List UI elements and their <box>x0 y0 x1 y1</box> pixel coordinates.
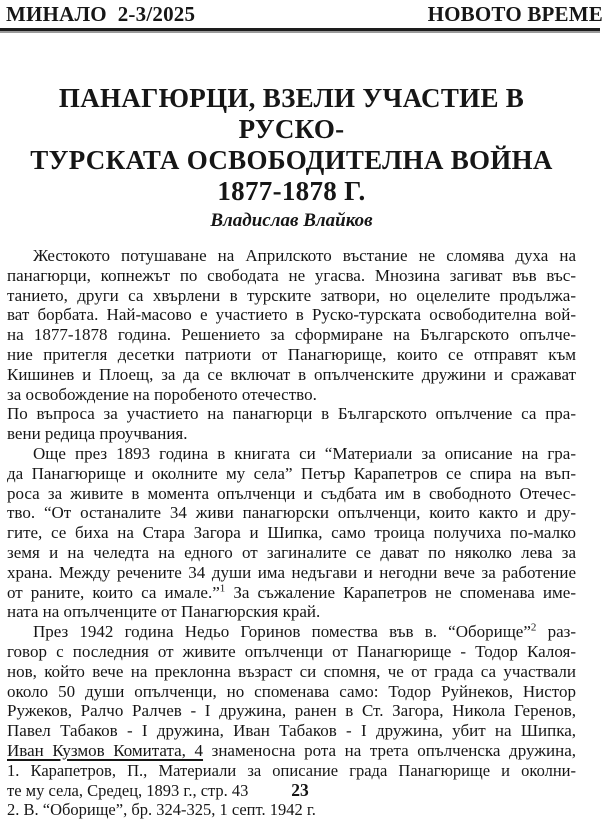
text-line: земя и на челедта на едного от загиналите се дават по няколко лева за <box>7 542 576 562</box>
text-line: ние притегля десетки патриоти от Панагюрище, които се отправят към <box>7 344 576 364</box>
text-line: 1. Карапетров, П., Материали за описание града Панагюрище и околни- <box>7 760 576 780</box>
text-line: да Панагюрище и околните му села” Петър Карапетров се спира на въп- <box>7 463 576 483</box>
text-line: По въпроса за участието на панагюрци в Българското опълчение са пра- <box>7 404 576 424</box>
text-line: панагюрци, копнежът по свободата не угасва. Мнозина загиват във въс- <box>7 265 576 285</box>
text-line: говор с последния от живите опълченци от Панагюрище - Тодор Калоя- <box>7 641 576 661</box>
article-title-line: ТУРСКАТА ОСВОБОДИТЕЛНА ВОЙНА <box>30 145 553 175</box>
text-line: 2. В. “Оборище”, бр. 324-325, 1 септ. 1942 г. <box>7 800 316 820</box>
text-line: Павел Табаков - I дружина, Иван Табаков - I дружина, убит на Шипка, <box>7 721 576 741</box>
text-line: около 50 души опълченци, но споменава само: Тодор Руйнеков, Нистор <box>7 681 576 701</box>
text-line: храна. Между речените 34 души има недъгави и негодни вече за работение <box>7 562 576 582</box>
text-line: ната на опълченците от Панагюрския край. <box>7 602 321 622</box>
text-line: гите, се биха на Стара Загора и Шипка, само троица получиха по-малко <box>7 523 576 543</box>
text-line: Иван Кузмов Комитата, 4 знаменосна рота на трета опълченска дружина, <box>7 740 576 760</box>
text-line: те му села, Средец, 1893 г., стр. 43 <box>7 780 249 800</box>
text-line: нов, който вече на преклонна възраст си спомня, че от града са участвали <box>7 661 576 681</box>
article-body <box>7 246 576 761</box>
article-title <box>7 83 576 207</box>
journal-name: МИНАЛО 2-3/2025 <box>6 2 196 26</box>
text-line: от раните, които са имале.”$^1$ За съжаление Карапетров не споменава име- <box>7 581 576 602</box>
text-line: Жестокото потушаване на Априлското въстание не сломява духа на <box>33 246 576 265</box>
article-title-line: 1877-1878 Г. <box>217 176 366 206</box>
text-line: Още през 1893 година в книгата си “Материали за описание на гра- <box>33 443 576 463</box>
text-line: на 1877-1878 година. Решението за сформиране на Българското опълче- <box>7 325 576 345</box>
text-line: ват борбата. Най-масово е участието в Руско-турската освободителна вой- <box>7 305 576 325</box>
header-rule <box>0 28 600 31</box>
text-line: танието, други са хвърлени в турските затвори, но оцелелите продължа- <box>7 285 576 305</box>
article-author: Владислав Влайков <box>210 210 373 231</box>
text-line: През 1942 година Недьо Горинов помества във в. “Оборище”$^2$ раз- <box>33 621 576 642</box>
text-line: Ружеков, Ралчо Ралчев - I дружина, ранен в Ст. Загора, Никола Геренов, <box>7 701 576 721</box>
text-line: тво. “От останалите 34 живи панагюрски опълченци, които както и дру- <box>7 503 576 523</box>
article-title-line: ПАНАГЮРЦИ, ВЗЕЛИ УЧАСТИЕ В РУСКО- <box>58 83 525 144</box>
page-number: 23 <box>291 780 309 800</box>
text-line: роса за живите в момента опълченци и съдбата им в свободното Отечес- <box>7 483 576 503</box>
underlined-phrase: Иван Кузмов Комитата, 4 <box>7 740 204 760</box>
section-name: НОВОТО ВРЕМЕ <box>427 2 603 26</box>
text-column <box>0 83 600 820</box>
page-header <box>0 0 603 26</box>
text-line: вени редица проучвания. <box>7 424 188 444</box>
text-line: за освобождение на поробеното отечество. <box>7 384 317 404</box>
footnote-marker: 2 <box>530 621 537 634</box>
text-line: Кишинев и Плоещ, за да се включат в опълченските дружини и сражават <box>7 364 576 384</box>
footnote-marker: 1 <box>219 581 226 594</box>
